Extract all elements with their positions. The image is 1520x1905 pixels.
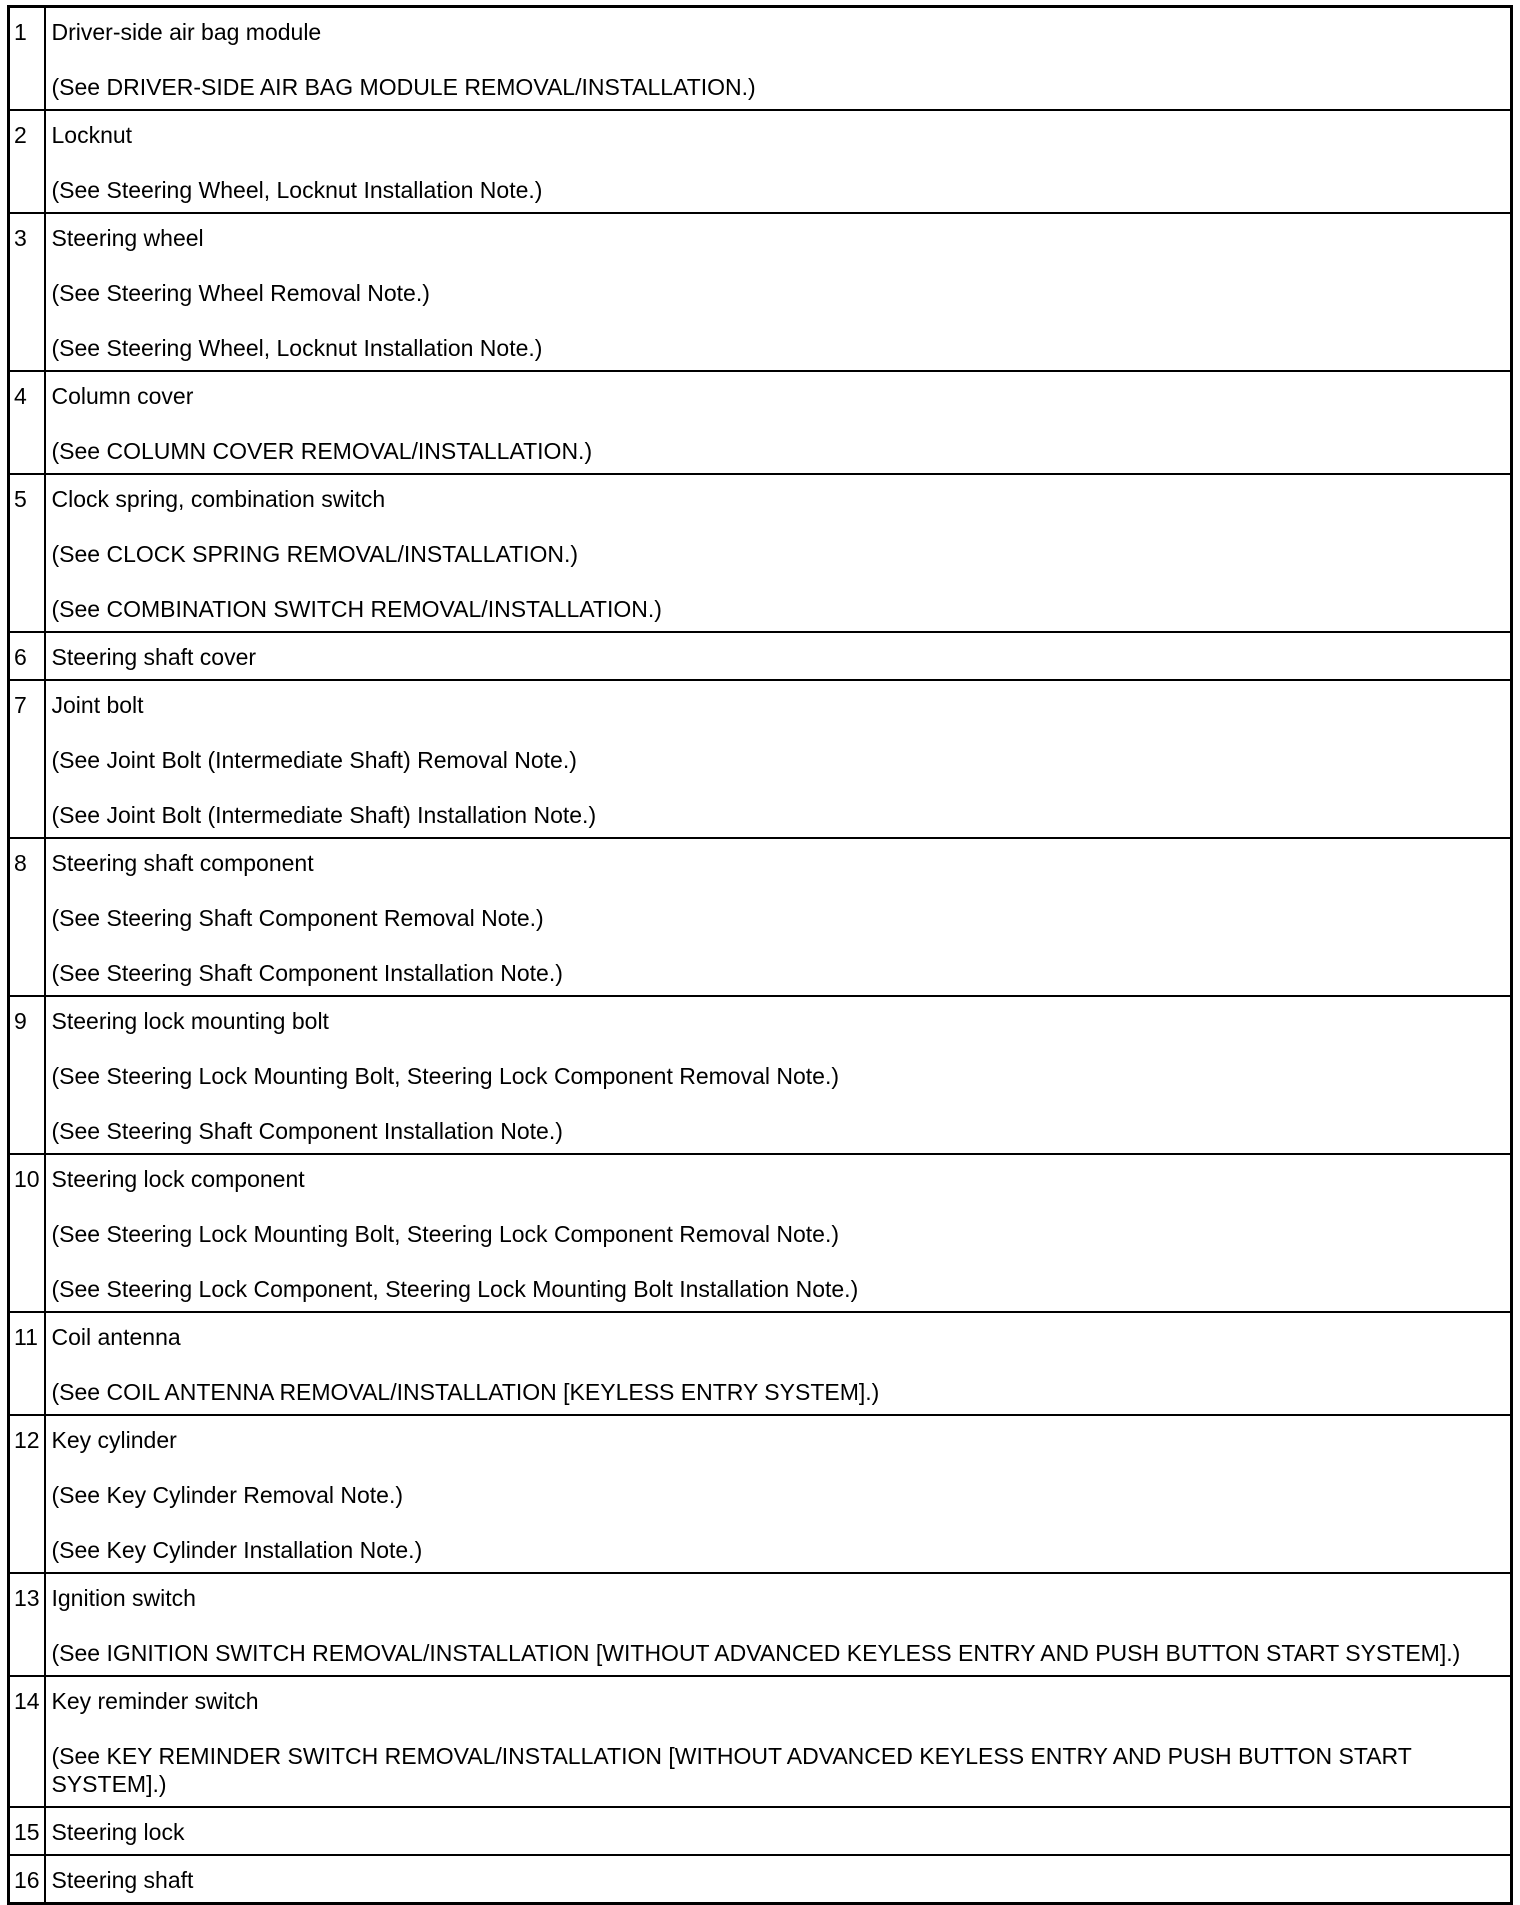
part-name: Steering lock xyxy=(51,1819,185,1845)
reference-note: (See Steering Shaft Component Installation Note.) xyxy=(51,1118,563,1144)
item-number: 13 xyxy=(9,1573,45,1676)
part-name: Steering shaft component xyxy=(51,850,314,876)
part-name: Driver-side air bag module xyxy=(51,19,322,45)
table-row xyxy=(9,680,1512,838)
part-name: Ignition switch xyxy=(51,1585,196,1611)
reference-note: (See Steering Shaft Component Installation Note.) xyxy=(51,960,563,986)
reference-note: (See Steering Wheel, Locknut Installation Note.) xyxy=(51,335,543,361)
item-description xyxy=(45,371,1512,474)
table-row xyxy=(9,110,1512,213)
reference-note: (See Steering Lock Mounting Bolt, Steering Lock Component Removal Note.) xyxy=(51,1221,840,1247)
parts-table xyxy=(7,5,1513,1905)
item-description xyxy=(45,213,1512,371)
part-name: Joint bolt xyxy=(51,692,144,718)
item-description xyxy=(45,110,1512,213)
reference-note: (See IGNITION SWITCH REMOVAL/INSTALLATION [WITHOUT ADVANCED KEYLESS ENTRY AND PUSH BUTTON START SYSTEM].) xyxy=(51,1640,1461,1666)
item-number: 7 xyxy=(9,680,45,838)
table-row xyxy=(9,632,1512,680)
part-name: Steering shaft cover xyxy=(51,644,257,670)
item-number: 10 xyxy=(9,1154,45,1312)
item-number: 4 xyxy=(9,371,45,474)
table-row xyxy=(9,1415,1512,1573)
reference-note: (See Steering Shaft Component Removal Note.) xyxy=(51,905,544,931)
table-row xyxy=(9,1573,1512,1676)
item-number: 11 xyxy=(9,1312,45,1415)
part-name: Clock spring, combination switch xyxy=(51,486,386,512)
reference-note: (See Steering Wheel, Locknut Installation Note.) xyxy=(51,177,543,203)
reference-note: (See Steering Wheel Removal Note.) xyxy=(51,280,430,306)
part-name: Steering wheel xyxy=(51,225,204,251)
table-row xyxy=(9,1807,1512,1855)
item-description xyxy=(45,1415,1512,1573)
item-number: 1 xyxy=(9,7,45,111)
table-row xyxy=(9,213,1512,371)
reference-note: (See Steering Lock Component, Steering Lock Mounting Bolt Installation Note.) xyxy=(51,1276,859,1302)
item-description xyxy=(45,1154,1512,1312)
part-name: Steering lock mounting bolt xyxy=(51,1008,329,1034)
reference-note: (See DRIVER-SIDE AIR BAG MODULE REMOVAL/INSTALLATION.) xyxy=(51,74,756,100)
parts-table-body xyxy=(9,7,1512,1904)
part-name: Key reminder switch xyxy=(51,1688,259,1714)
reference-note: (See COIL ANTENNA REMOVAL/INSTALLATION [KEYLESS ENTRY SYSTEM].) xyxy=(51,1379,880,1405)
table-row xyxy=(9,1154,1512,1312)
item-description xyxy=(45,632,1512,680)
item-description xyxy=(45,838,1512,996)
part-name: Locknut xyxy=(51,122,133,148)
item-number: 5 xyxy=(9,474,45,632)
item-number: 3 xyxy=(9,213,45,371)
item-number: 9 xyxy=(9,996,45,1154)
table-row xyxy=(9,1855,1512,1904)
reference-note: (See KEY REMINDER SWITCH REMOVAL/INSTALLATION [WITHOUT ADVANCED KEYLESS ENTRY AND PUSH BUTTON START SYSTEM].) xyxy=(51,1743,1412,1797)
item-number: 2 xyxy=(9,110,45,213)
item-description xyxy=(45,680,1512,838)
part-name: Steering shaft xyxy=(51,1867,194,1893)
item-number: 15 xyxy=(9,1807,45,1855)
reference-note: (See Key Cylinder Installation Note.) xyxy=(51,1537,423,1563)
item-description xyxy=(45,1807,1512,1855)
part-name: Column cover xyxy=(51,383,194,409)
table-row xyxy=(9,996,1512,1154)
part-name: Steering lock component xyxy=(51,1166,305,1192)
table-row xyxy=(9,474,1512,632)
part-name: Coil antenna xyxy=(51,1324,181,1350)
item-number: 8 xyxy=(9,838,45,996)
table-row xyxy=(9,838,1512,996)
item-description xyxy=(45,1312,1512,1415)
part-name: Key cylinder xyxy=(51,1427,177,1453)
reference-note: (See COLUMN COVER REMOVAL/INSTALLATION.) xyxy=(51,438,593,464)
item-description xyxy=(45,474,1512,632)
reference-note: (See CLOCK SPRING REMOVAL/INSTALLATION.) xyxy=(51,541,579,567)
reference-note: (See Joint Bolt (Intermediate Shaft) Installation Note.) xyxy=(51,802,597,828)
item-description xyxy=(45,1855,1512,1904)
item-description xyxy=(45,996,1512,1154)
table-row xyxy=(9,1676,1512,1807)
table-row xyxy=(9,7,1512,111)
item-description xyxy=(45,1573,1512,1676)
reference-note: (See Joint Bolt (Intermediate Shaft) Removal Note.) xyxy=(51,747,577,773)
item-number: 14 xyxy=(9,1676,45,1807)
item-description xyxy=(45,1676,1512,1807)
table-row xyxy=(9,371,1512,474)
parts-table-container xyxy=(7,5,1513,1905)
item-description xyxy=(45,7,1512,111)
reference-note: (See Key Cylinder Removal Note.) xyxy=(51,1482,404,1508)
item-number: 12 xyxy=(9,1415,45,1573)
reference-note: (See Steering Lock Mounting Bolt, Steering Lock Component Removal Note.) xyxy=(51,1063,840,1089)
table-row xyxy=(9,1312,1512,1415)
item-number: 6 xyxy=(9,632,45,680)
item-number: 16 xyxy=(9,1855,45,1904)
reference-note: (See COMBINATION SWITCH REMOVAL/INSTALLATION.) xyxy=(51,596,662,622)
